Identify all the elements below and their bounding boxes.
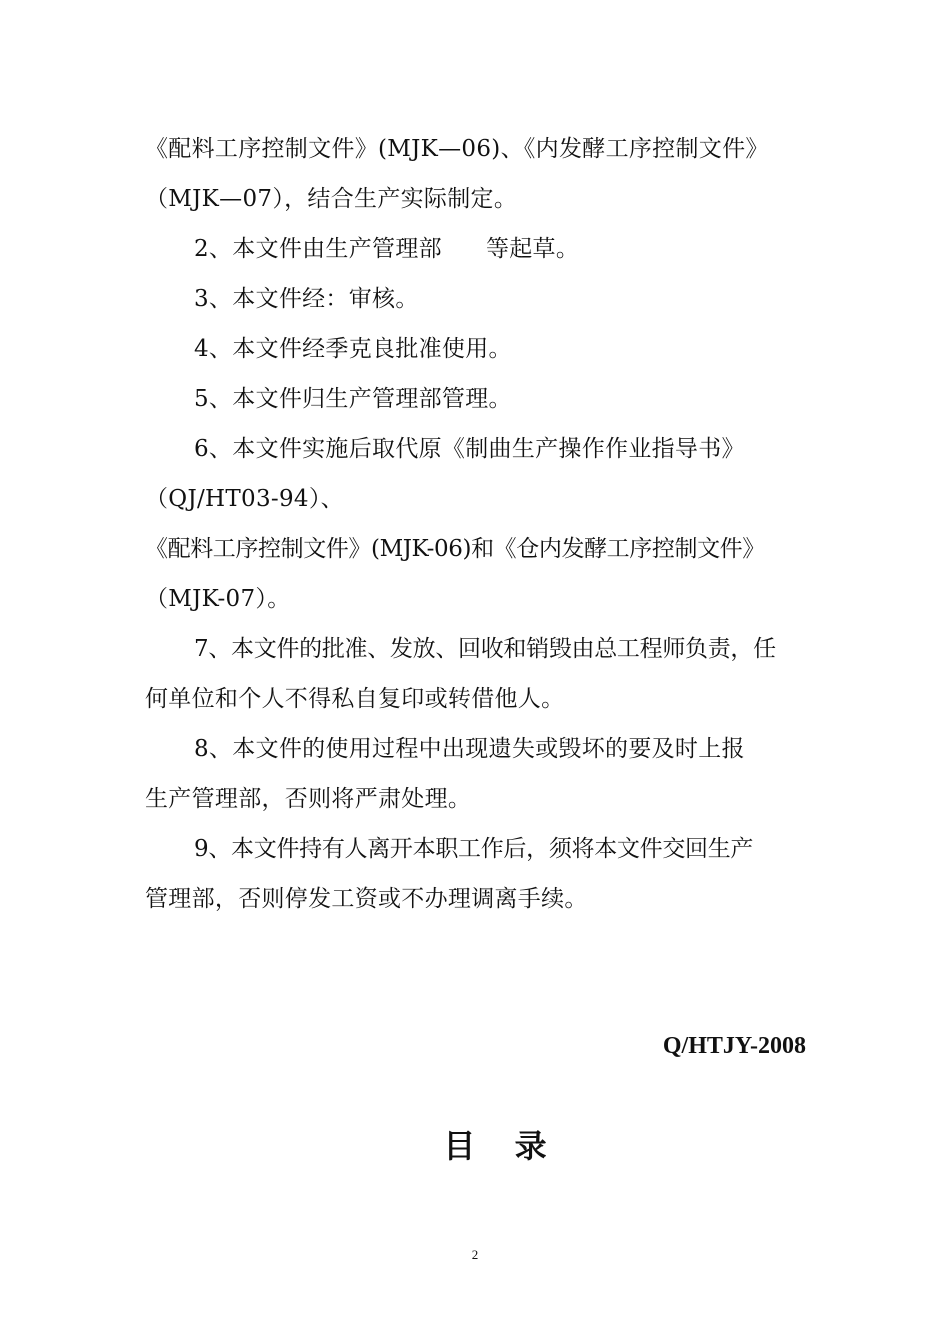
item-7-line-1: 7、本文件的批准、发放、回收和销毁由总工程师负责，任 [194, 636, 776, 662]
item-6-line-1: 6、本文件实施后取代原《制曲生产操作作业指导书》 [194, 436, 745, 462]
document-code: Q/HTJY-2008 [662, 1033, 806, 1059]
item-4: 4、本文件经季克良批准使用。 [194, 336, 512, 362]
item-8-line-1: 8、本文件的使用过程中出现遗失或毁坏的要及时上报 [194, 736, 745, 762]
item-8-line-2: 生产管理部，否则将严肃处理。 [145, 786, 472, 812]
item-2 [194, 234, 859, 264]
item-3: 3、本文件经：审核。 [194, 286, 419, 312]
body-line-1: 《配料工序控制文件》(MJK—06)、《内发酵工序控制文件》 [145, 136, 769, 162]
item-6-line-2: （QJ/HT03-94）、 [145, 486, 344, 512]
toc-title: 目 录 [443, 1127, 561, 1165]
page-number: 2 [471, 1247, 479, 1262]
item-5: 5、本文件归生产管理部管理。 [194, 386, 512, 412]
body-line-2: （MJK—07），结合生产实际制定。 [145, 186, 518, 212]
item-7-line-2: 何单位和个人不得私自复印或转借他人。 [145, 686, 565, 712]
item-6-line-3: 《配料工序控制文件》(MJK-06)和《仓内发酵工序控制文件》 [145, 536, 765, 562]
item-2-text-a: 2、本文件由生产管理部 [194, 236, 442, 262]
item-2-text-b: 等起草。 [485, 236, 580, 262]
item-9-line-1: 9、本文件持有人离开本职工作后，须将本文件交回生产 [194, 836, 754, 862]
item-6-line-4: （MJK-07）。 [145, 586, 291, 612]
item-9-line-2: 管理部，否则停发工资或不办理调离手续。 [145, 886, 588, 912]
